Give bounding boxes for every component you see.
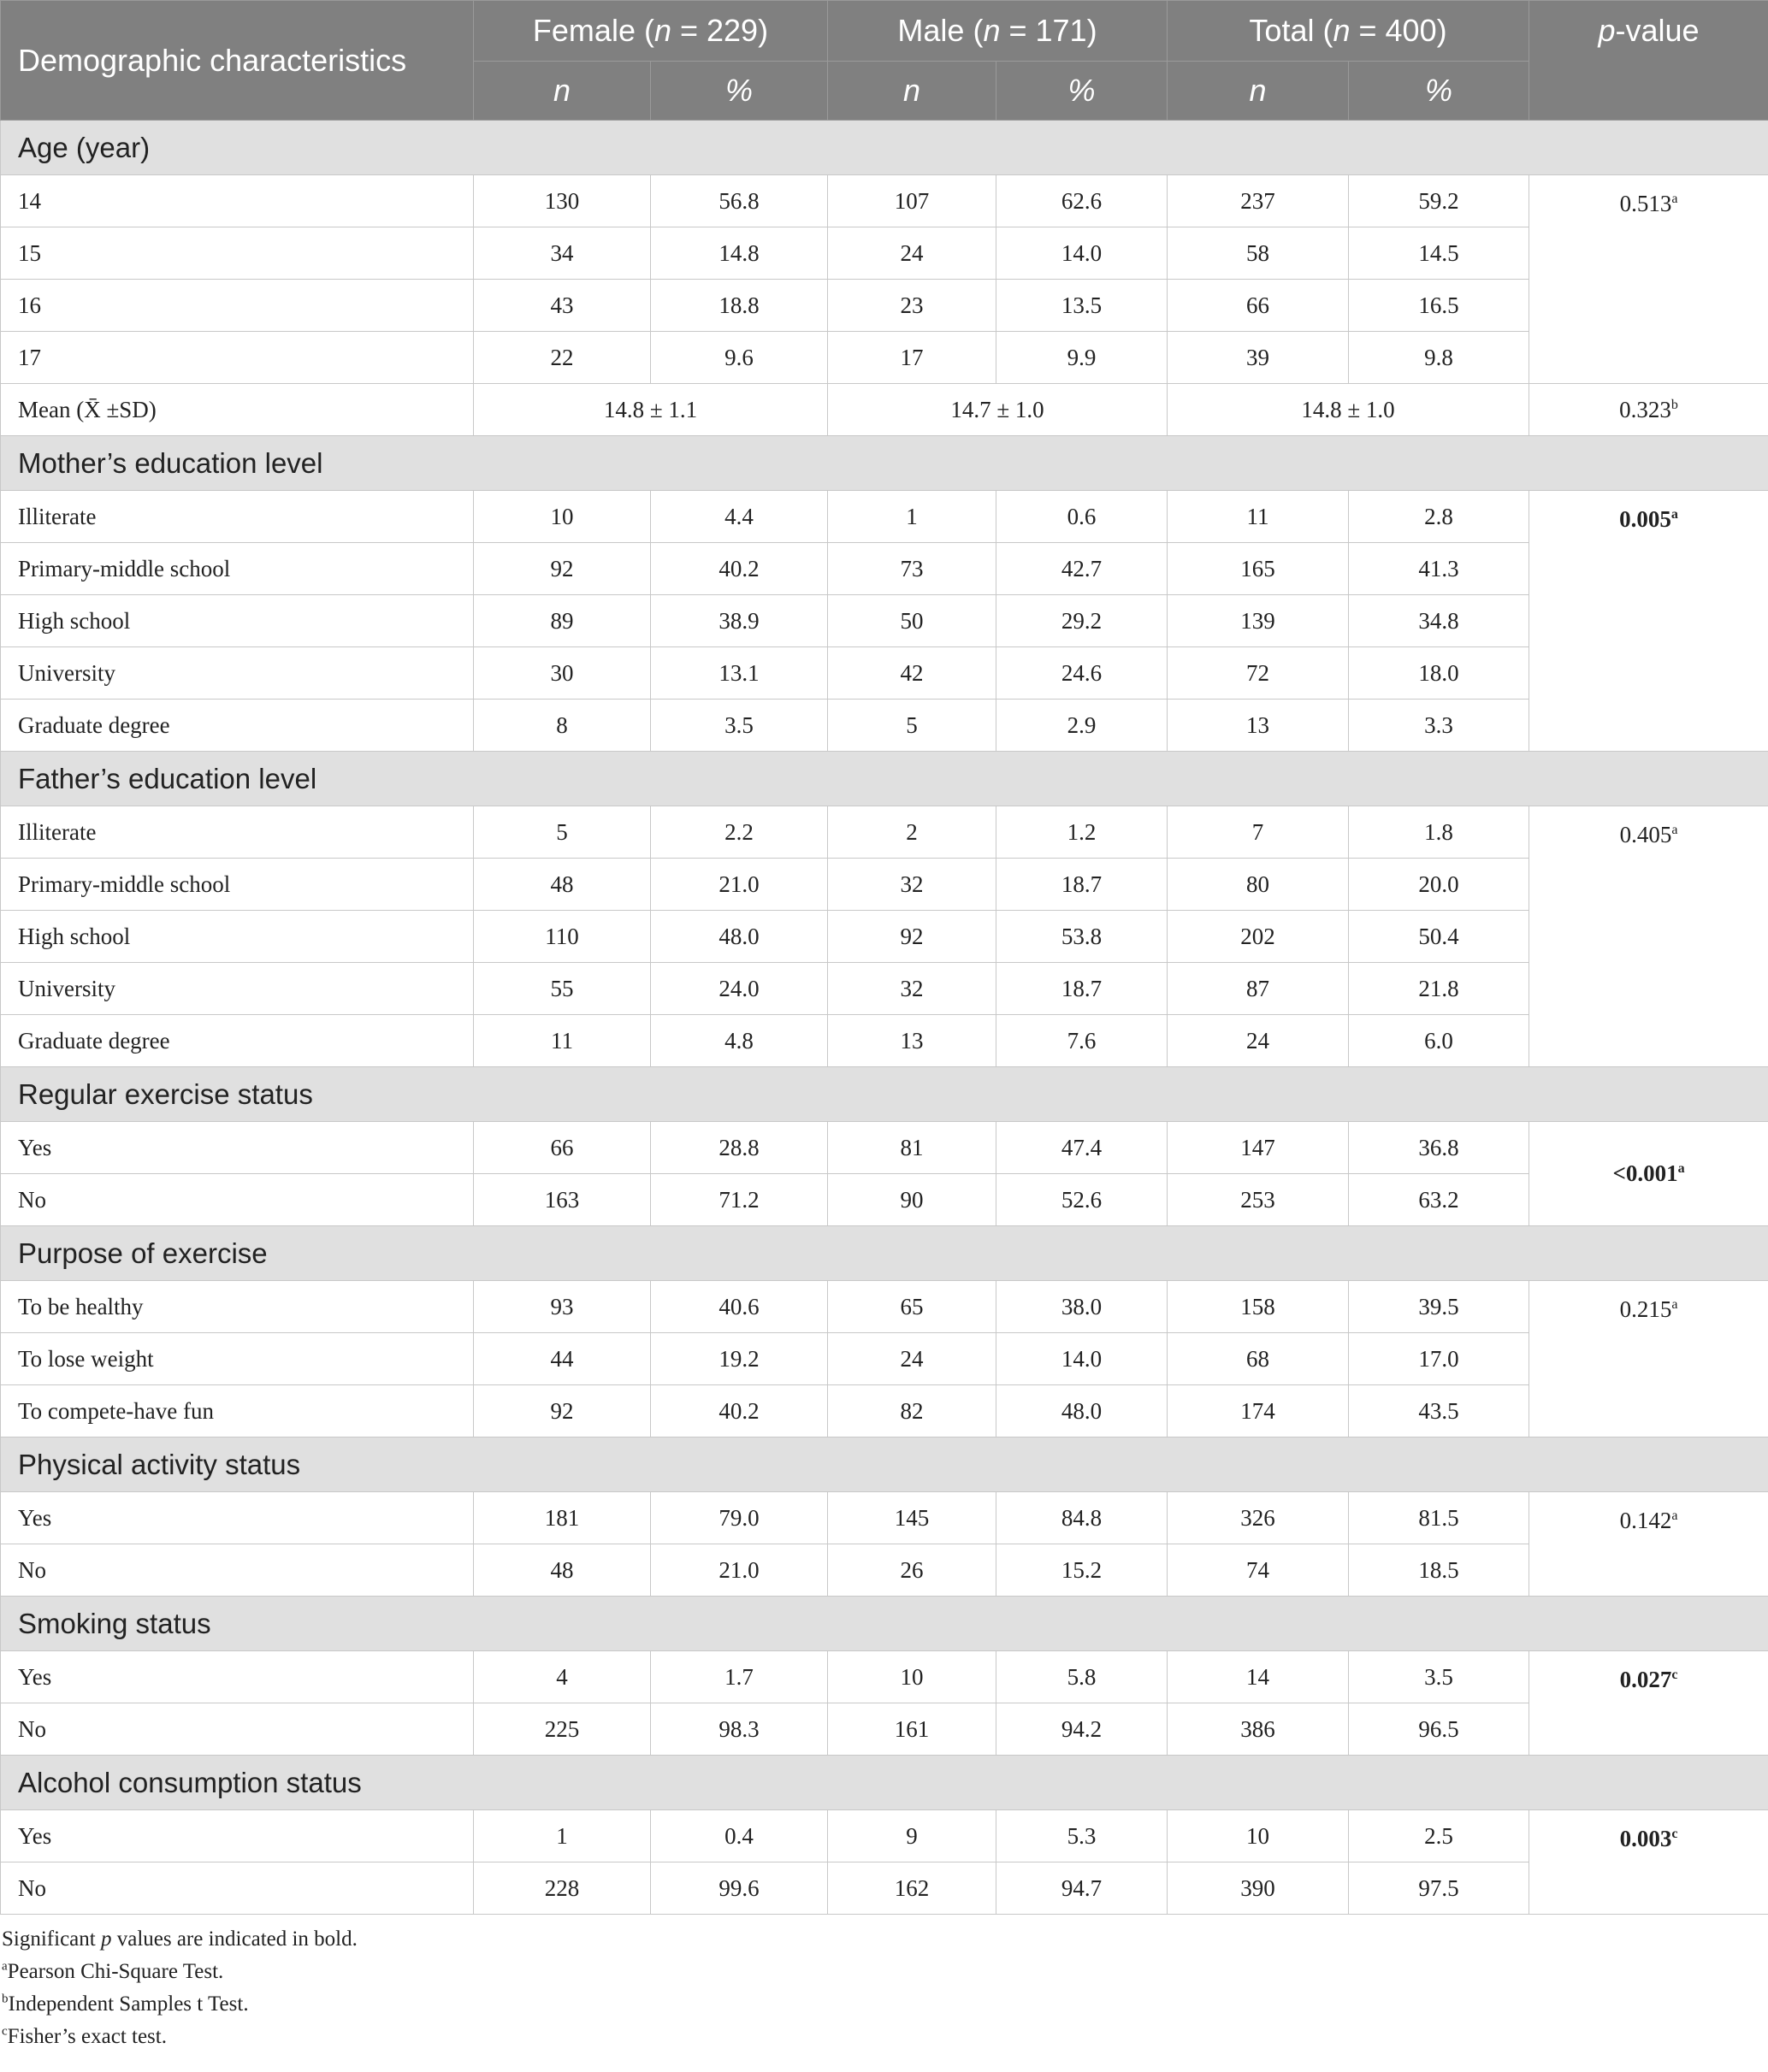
table-header <box>1 1 1768 121</box>
cell-female-n: 89 <box>474 595 651 647</box>
cell-female-n: 11 <box>474 1015 651 1067</box>
cell-male-n: 90 <box>828 1174 996 1226</box>
table-row <box>1 700 1768 752</box>
cell-female-n: 110 <box>474 911 651 963</box>
cell-female-n: 66 <box>474 1122 651 1174</box>
cell-male-n: 2 <box>828 806 996 859</box>
cell-female-pct: 40.6 <box>651 1281 828 1333</box>
cell-total-n: 74 <box>1168 1544 1349 1597</box>
table-row <box>1 647 1768 700</box>
cell-total-n: 68 <box>1168 1333 1349 1385</box>
table-row <box>1 491 1768 543</box>
cell-total-pct: 20.0 <box>1349 859 1529 911</box>
cell-total-n: 253 <box>1168 1174 1349 1226</box>
p-value-text: 0.142 <box>1619 1508 1672 1533</box>
cell-total-pct: 59.2 <box>1349 175 1529 227</box>
p-value-superscript: c <box>1671 1668 1678 1682</box>
row-label: No <box>1 1862 474 1915</box>
header-female <box>474 1 828 62</box>
cell-male-n: 23 <box>828 280 996 332</box>
cell-female-pct: 79.0 <box>651 1492 828 1544</box>
cell-total-n: 11 <box>1168 491 1349 543</box>
cell-male-n: 42 <box>828 647 996 700</box>
row-label: Yes <box>1 1492 474 1544</box>
cell-male-pct: 18.7 <box>996 859 1168 911</box>
p-value-text: <0.001 <box>1612 1160 1678 1186</box>
p-value-cell <box>1529 1122 1768 1226</box>
section-row <box>1 1756 1768 1810</box>
table-row <box>1 175 1768 227</box>
cell-total-pct: 16.5 <box>1349 280 1529 332</box>
table-row <box>1 280 1768 332</box>
footnote-a: $^a$Pearson Chi-Square Test. <box>2 1959 224 1983</box>
cell-male-pct: 14.0 <box>996 227 1168 280</box>
cell-female-pct: 4.8 <box>651 1015 828 1067</box>
cell-total-pct: 17.0 <box>1349 1333 1529 1385</box>
header-total-pct: % <box>1349 62 1529 121</box>
table-row <box>1 1333 1768 1385</box>
cell-male-pct: 2.9 <box>996 700 1168 752</box>
cell-total-n: 10 <box>1168 1810 1349 1862</box>
cell-male-pct: 48.0 <box>996 1385 1168 1437</box>
cell-total-n: 165 <box>1168 543 1349 595</box>
cell-total-n: 386 <box>1168 1703 1349 1756</box>
section-row <box>1 1067 1768 1122</box>
cell-female-pct: 9.6 <box>651 332 828 384</box>
row-label: High school <box>1 911 474 963</box>
table-row <box>1 806 1768 859</box>
cell-female-pct: 19.2 <box>651 1333 828 1385</box>
table-row <box>1 1492 1768 1544</box>
cell-male-n: 1 <box>828 491 996 543</box>
cell-total-pct: 50.4 <box>1349 911 1529 963</box>
p-value-superscript: a <box>1677 1161 1685 1176</box>
cell-male-pct: 7.6 <box>996 1015 1168 1067</box>
row-label: 16 <box>1 280 474 332</box>
cell-female-pct: 28.8 <box>651 1122 828 1174</box>
row-label: Graduate degree <box>1 700 474 752</box>
p-value-superscript: a <box>1671 1297 1678 1312</box>
table-row <box>1 911 1768 963</box>
section-title: Purpose of exercise <box>1 1226 1768 1281</box>
header-male <box>828 1 1168 62</box>
cell-male-n: 17 <box>828 332 996 384</box>
p-value-cell <box>1529 1281 1768 1437</box>
cell-male-n: 73 <box>828 543 996 595</box>
cell-female-n: 130 <box>474 175 651 227</box>
row-label: Illiterate <box>1 806 474 859</box>
cell-male-n: 10 <box>828 1651 996 1703</box>
cell-male-pct: 84.8 <box>996 1492 1168 1544</box>
cell-total-pct: 97.5 <box>1349 1862 1529 1915</box>
table-row <box>1 1385 1768 1437</box>
cell-total-pct: 34.8 <box>1349 595 1529 647</box>
row-label: To compete-have fun <box>1 1385 474 1437</box>
cell-total-n: 14 <box>1168 1651 1349 1703</box>
table-row <box>1 1651 1768 1703</box>
row-label: To lose weight <box>1 1333 474 1385</box>
cell-female-pct: 24.0 <box>651 963 828 1015</box>
mean-label: Mean (X̄ ±SD) <box>1 384 474 436</box>
cell-male-n: 82 <box>828 1385 996 1437</box>
cell-female-n: 10 <box>474 491 651 543</box>
cell-female-pct: 40.2 <box>651 1385 828 1437</box>
cell-total-pct: 3.5 <box>1349 1651 1529 1703</box>
cell-total-pct: 9.8 <box>1349 332 1529 384</box>
cell-total-n: 390 <box>1168 1862 1349 1915</box>
cell-female-pct: 0.4 <box>651 1810 828 1862</box>
footnote-significance: Significant p values are indicated in bold. <box>2 1927 358 1951</box>
cell-female-n: 8 <box>474 700 651 752</box>
cell-female-n: 55 <box>474 963 651 1015</box>
row-label: Graduate degree <box>1 1015 474 1067</box>
p-value-superscript: a <box>1671 823 1678 837</box>
row-label: No <box>1 1544 474 1597</box>
cell-male-pct: 94.7 <box>996 1862 1168 1915</box>
cell-female-n: 228 <box>474 1862 651 1915</box>
p-value-text: 0.513 <box>1619 191 1672 216</box>
cell-total-n: 147 <box>1168 1122 1349 1174</box>
cell-male-n: 145 <box>828 1492 996 1544</box>
table-row <box>1 1544 1768 1597</box>
header-male-pct: % <box>996 62 1168 121</box>
section-row <box>1 121 1768 175</box>
cell-total-n: 72 <box>1168 647 1349 700</box>
header-female-label: Female (n = 229) <box>532 13 769 48</box>
cell-total-n: 326 <box>1168 1492 1349 1544</box>
cell-male-pct: 5.3 <box>996 1810 1168 1862</box>
cell-male-n: 65 <box>828 1281 996 1333</box>
cell-male-n: 81 <box>828 1122 996 1174</box>
cell-male-n: 9 <box>828 1810 996 1862</box>
cell-female-pct: 56.8 <box>651 175 828 227</box>
header-total-n: n <box>1168 62 1349 121</box>
p-value-superscript: c <box>1671 1827 1678 1841</box>
cell-male-pct: 38.0 <box>996 1281 1168 1333</box>
cell-male-pct: 29.2 <box>996 595 1168 647</box>
row-label: Illiterate <box>1 491 474 543</box>
row-label: Yes <box>1 1810 474 1862</box>
cell-female-n: 44 <box>474 1333 651 1385</box>
cell-total-pct: 18.0 <box>1349 647 1529 700</box>
cell-total-pct: 41.3 <box>1349 543 1529 595</box>
cell-male-pct: 24.6 <box>996 647 1168 700</box>
mean-female: 14.8 ± 1.1 <box>474 384 828 436</box>
row-label: Yes <box>1 1651 474 1703</box>
cell-male-pct: 52.6 <box>996 1174 1168 1226</box>
cell-female-pct: 1.7 <box>651 1651 828 1703</box>
row-label: 15 <box>1 227 474 280</box>
table-row <box>1 963 1768 1015</box>
section-title: Mother’s education level <box>1 436 1768 491</box>
table-row <box>1 543 1768 595</box>
cell-male-pct: 62.6 <box>996 175 1168 227</box>
cell-total-pct: 36.8 <box>1349 1122 1529 1174</box>
footnotes <box>0 1923 1768 2053</box>
cell-female-pct: 71.2 <box>651 1174 828 1226</box>
section-title: Physical activity status <box>1 1437 1768 1492</box>
cell-female-n: 4 <box>474 1651 651 1703</box>
cell-total-pct: 1.8 <box>1349 806 1529 859</box>
cell-total-pct: 2.5 <box>1349 1810 1529 1862</box>
cell-male-n: 26 <box>828 1544 996 1597</box>
cell-male-pct: 18.7 <box>996 963 1168 1015</box>
table-row <box>1 1281 1768 1333</box>
table-row <box>1 1862 1768 1915</box>
cell-total-n: 58 <box>1168 227 1349 280</box>
section-title: Smoking status <box>1 1597 1768 1651</box>
cell-total-pct: 81.5 <box>1349 1492 1529 1544</box>
p-value-cell <box>1529 491 1768 752</box>
row-label: High school <box>1 595 474 647</box>
row-label: 14 <box>1 175 474 227</box>
p-value-superscript: b <box>1670 397 1678 412</box>
cell-male-pct: 13.5 <box>996 280 1168 332</box>
cell-total-pct: 18.5 <box>1349 1544 1529 1597</box>
cell-total-n: 139 <box>1168 595 1349 647</box>
row-label: 17 <box>1 332 474 384</box>
header-pvalue <box>1529 1 1768 121</box>
header-total <box>1168 1 1529 62</box>
cell-female-pct: 2.2 <box>651 806 828 859</box>
cell-total-n: 13 <box>1168 700 1349 752</box>
cell-total-n: 202 <box>1168 911 1349 963</box>
section-title: Age (year) <box>1 121 1768 175</box>
cell-female-pct: 48.0 <box>651 911 828 963</box>
cell-female-n: 92 <box>474 543 651 595</box>
row-label: University <box>1 647 474 700</box>
header-female-n: n <box>474 62 651 121</box>
section-row <box>1 436 1768 491</box>
cell-male-n: 32 <box>828 963 996 1015</box>
cell-female-n: 225 <box>474 1703 651 1756</box>
table-row <box>1 595 1768 647</box>
cell-total-n: 39 <box>1168 332 1349 384</box>
cell-total-n: 87 <box>1168 963 1349 1015</box>
header-pvalue-label: p-value <box>1598 13 1700 48</box>
cell-female-pct: 98.3 <box>651 1703 828 1756</box>
p-value-text: 0.405 <box>1619 822 1672 847</box>
cell-total-n: 7 <box>1168 806 1349 859</box>
cell-female-pct: 14.8 <box>651 227 828 280</box>
cell-total-n: 24 <box>1168 1015 1349 1067</box>
section-row <box>1 752 1768 806</box>
table-row <box>1 1015 1768 1067</box>
cell-total-n: 174 <box>1168 1385 1349 1437</box>
section-title: Regular exercise status <box>1 1067 1768 1122</box>
cell-male-pct: 5.8 <box>996 1651 1168 1703</box>
header-characteristics: Demographic characteristics <box>1 1 474 121</box>
cell-female-n: 92 <box>474 1385 651 1437</box>
cell-male-n: 32 <box>828 859 996 911</box>
cell-total-pct: 21.8 <box>1349 963 1529 1015</box>
cell-male-n: 107 <box>828 175 996 227</box>
table-row <box>1 1703 1768 1756</box>
cell-male-pct: 94.2 <box>996 1703 1168 1756</box>
cell-male-pct: 14.0 <box>996 1333 1168 1385</box>
section-row <box>1 1437 1768 1492</box>
cell-total-pct: 2.8 <box>1349 491 1529 543</box>
cell-female-n: 22 <box>474 332 651 384</box>
section-row <box>1 1226 1768 1281</box>
mean-total: 14.8 ± 1.0 <box>1168 384 1529 436</box>
p-value-cell <box>1529 175 1768 384</box>
cell-male-n: 162 <box>828 1862 996 1915</box>
cell-total-pct: 63.2 <box>1349 1174 1529 1226</box>
cell-female-n: 34 <box>474 227 651 280</box>
cell-female-n: 93 <box>474 1281 651 1333</box>
table-row <box>1 1174 1768 1226</box>
cell-male-n: 5 <box>828 700 996 752</box>
cell-male-pct: 53.8 <box>996 911 1168 963</box>
cell-total-n: 66 <box>1168 280 1349 332</box>
cell-male-n: 50 <box>828 595 996 647</box>
cell-female-n: 1 <box>474 1810 651 1862</box>
mean-male: 14.7 ± 1.0 <box>828 384 1168 436</box>
section-row <box>1 1597 1768 1651</box>
cell-total-pct: 3.3 <box>1349 700 1529 752</box>
cell-male-n: 161 <box>828 1703 996 1756</box>
cell-male-n: 24 <box>828 227 996 280</box>
table-row <box>1 227 1768 280</box>
cell-female-pct: 18.8 <box>651 280 828 332</box>
header-male-label: Male (n = 171) <box>897 13 1097 48</box>
row-label: Yes <box>1 1122 474 1174</box>
cell-female-n: 30 <box>474 647 651 700</box>
cell-female-pct: 13.1 <box>651 647 828 700</box>
footnote-b: $^b$Independent Samples t Test. <box>2 1992 249 2016</box>
cell-female-pct: 21.0 <box>651 1544 828 1597</box>
p-value-text: 0.005 <box>1619 506 1671 532</box>
p-value-cell <box>1529 1492 1768 1597</box>
cell-male-n: 92 <box>828 911 996 963</box>
p-value-superscript: a <box>1671 1508 1678 1523</box>
cell-total-pct: 14.5 <box>1349 227 1529 280</box>
cell-male-pct: 42.7 <box>996 543 1168 595</box>
cell-male-pct: 9.9 <box>996 332 1168 384</box>
p-value-superscript: a <box>1671 192 1678 206</box>
row-label: To be healthy <box>1 1281 474 1333</box>
row-label: Primary-middle school <box>1 859 474 911</box>
cell-male-pct: 47.4 <box>996 1122 1168 1174</box>
cell-female-n: 48 <box>474 859 651 911</box>
mean-row <box>1 384 1768 436</box>
cell-female-pct: 21.0 <box>651 859 828 911</box>
cell-male-n: 13 <box>828 1015 996 1067</box>
table-row <box>1 332 1768 384</box>
p-value-cell <box>1529 806 1768 1067</box>
table-row <box>1 1810 1768 1862</box>
cell-total-pct: 96.5 <box>1349 1703 1529 1756</box>
cell-male-pct: 1.2 <box>996 806 1168 859</box>
header-male-n: n <box>828 62 996 121</box>
cell-total-n: 237 <box>1168 175 1349 227</box>
mean-p-value-cell <box>1529 384 1768 436</box>
table-row <box>1 859 1768 911</box>
cell-female-pct: 3.5 <box>651 700 828 752</box>
cell-female-n: 5 <box>474 806 651 859</box>
p-value-superscript: a <box>1670 507 1678 522</box>
row-label: University <box>1 963 474 1015</box>
cell-total-pct: 39.5 <box>1349 1281 1529 1333</box>
cell-female-pct: 40.2 <box>651 543 828 595</box>
footnote-c: $^c$Fisher’s exact test. <box>2 2024 167 2048</box>
cell-female-pct: 4.4 <box>651 491 828 543</box>
section-title: Father’s education level <box>1 752 1768 806</box>
cell-male-pct: 0.6 <box>996 491 1168 543</box>
cell-male-pct: 15.2 <box>996 1544 1168 1597</box>
cell-total-n: 158 <box>1168 1281 1349 1333</box>
p-value-text: 0.323 <box>1619 396 1671 422</box>
p-value-text: 0.003 <box>1619 1826 1672 1851</box>
section-title: Alcohol consumption status <box>1 1756 1768 1810</box>
cell-female-n: 48 <box>474 1544 651 1597</box>
row-label: No <box>1 1174 474 1226</box>
cell-total-pct: 6.0 <box>1349 1015 1529 1067</box>
row-label: Primary-middle school <box>1 543 474 595</box>
cell-female-n: 43 <box>474 280 651 332</box>
cell-female-n: 163 <box>474 1174 651 1226</box>
p-value-text: 0.215 <box>1619 1296 1672 1322</box>
header-female-pct: % <box>651 62 828 121</box>
p-value-cell <box>1529 1810 1768 1915</box>
cell-total-n: 80 <box>1168 859 1349 911</box>
p-value-text: 0.027 <box>1619 1667 1672 1692</box>
header-total-label: Total (n = 400) <box>1249 13 1447 48</box>
cell-male-n: 24 <box>828 1333 996 1385</box>
table-body <box>1 121 1768 1915</box>
cell-female-pct: 38.9 <box>651 595 828 647</box>
cell-total-pct: 43.5 <box>1349 1385 1529 1437</box>
cell-female-pct: 99.6 <box>651 1862 828 1915</box>
table-row <box>1 1122 1768 1174</box>
cell-female-n: 181 <box>474 1492 651 1544</box>
p-value-cell <box>1529 1651 1768 1756</box>
row-label: No <box>1 1703 474 1756</box>
